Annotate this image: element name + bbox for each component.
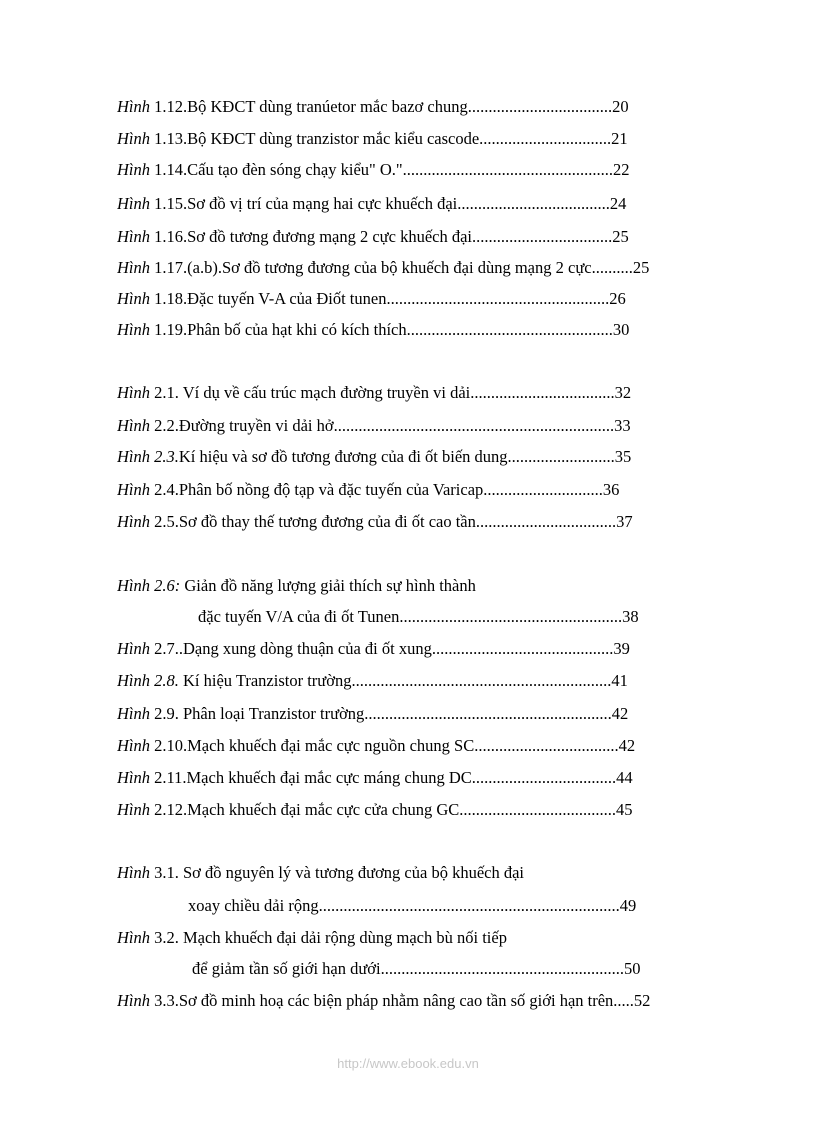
entry-text: Giản đồ năng lượng giải thích sự hình thành [180,576,476,595]
figure-label: Hình [117,258,150,277]
toc-entry [117,129,717,149]
entry-text: 1.14.Cấu tạo đèn sóng chạy kiểu" O."...................................................22 [150,160,630,179]
figure-label: Hình [117,160,150,179]
figure-label: Hình [117,512,150,531]
toc-entry [117,447,717,467]
figure-label: Hình [117,863,150,882]
toc-entry [117,768,722,788]
toc-entry [117,736,722,756]
toc-entry [117,928,717,948]
entry-text: đặc tuyến V/A của đi ốt Tunen......................................................38 [198,607,639,626]
figure-label: Hình [117,704,150,723]
entry-text: 1.19.Phân bố của hạt khi có kích thích..................................................30 [150,320,630,339]
figure-label: Hình [117,800,150,819]
entry-text: 2.5.Sơ đồ thay thế tương đương của đi ốt cao tần..................................37 [150,512,633,531]
figure-label: Hình 2.6: [117,576,181,595]
toc-entry [117,258,717,278]
toc-entry [117,639,717,659]
figure-label: Hình [117,383,150,402]
toc-entry [117,991,727,1011]
toc-entry-continuation [192,959,717,979]
figure-label: Hình [117,480,150,499]
entry-text: 1.12.Bộ KĐCT dùng tranúetor mắc bazơ chung...................................20 [150,97,629,116]
toc-entry [117,97,717,117]
toc-entry [117,863,717,883]
toc-entry [117,671,717,691]
toc-entry [117,704,717,724]
figure-label: Hình [117,768,150,787]
toc-entry [117,383,717,403]
entry-text: 1.18.Đặc tuyến V-A của Điốt tunen......................................................26 [150,289,626,308]
entry-text: để giảm tần số giới hạn dưới...........................................................50 [192,959,641,978]
entry-text: 2.2.Đường truyền vi dải hở....................................................................33 [150,416,631,435]
figure-label: Hình [117,320,150,339]
toc-entry [117,194,717,214]
entry-text: 2.10.Mạch khuếch đại mắc cực nguồn chung SC...................................42 [150,736,636,755]
toc-entry [117,512,717,532]
entry-text: 2.7..Dạng xung dòng thuận của đi ốt xung............................................39 [150,639,630,658]
entry-text: 3.1. Sơ đồ nguyên lý và tương đương của bộ khuếch đại [150,863,525,882]
entry-text: 2.12.Mạch khuếch đại mắc cực cửa chung GC......................................45 [150,800,633,819]
toc-entry [117,416,717,436]
entry-text: xoay chiều dải rộng.........................................................................49 [188,896,637,915]
entry-text: 2.11.Mạch khuếch đại mắc cực máng chung DC...................................44 [150,768,633,787]
entry-text: 1.17.(a.b).Sơ đồ tương đương của bộ khuếch đại dùng mạng 2 cực..........25 [150,258,650,277]
entry-text: 2.4.Phân bố nồng độ tạp và đặc tuyến của Varicap.............................36 [150,480,620,499]
toc-entry-continuation [198,607,717,627]
figure-label: Hình [117,289,150,308]
toc-entry [117,800,722,820]
toc-entry [117,576,717,596]
figure-label: Hình 2.3. [117,447,179,466]
entry-text: 1.13.Bộ KĐCT dùng tranzistor mắc kiểu cascode................................21 [150,129,628,148]
figure-label: Hình [117,639,150,658]
entry-text: 1.16.Sơ đồ tương đương mạng 2 cực khuếch đại..................................25 [150,227,629,246]
figure-label: Hình [117,129,150,148]
toc-entry [117,160,717,180]
entry-text: 2.9. Phân loại Tranzistor trường............................................................42 [150,704,629,723]
figure-label: Hình [117,416,150,435]
entry-text: 1.15.Sơ đồ vị trí của mạng hai cực khuếch đại.....................................24 [150,194,627,213]
entry-text: Kí hiệu Tranzistor trường...............................................................41 [178,671,628,690]
figure-label: Hình 2.8. [117,671,179,690]
entry-text: 2.1. Ví dụ về cấu trúc mạch đường truyền vi dải...................................32 [150,383,632,402]
toc-entry [117,480,717,500]
entry-text: 3.2. Mạch khuếch đại dải rộng dùng mạch bù nối tiếp [150,928,507,947]
toc-entry [117,320,717,340]
toc-entry [117,227,717,247]
figure-label: Hình [117,928,150,947]
toc-entry [117,289,717,309]
entry-text: 3.3.Sơ đồ minh hoạ các biện pháp nhằm nâng cao tần số giới hạn trên.....52 [150,991,651,1010]
figure-label: Hình [117,991,150,1010]
figure-label: Hình [117,97,150,116]
footer-url: http://www.ebook.edu.vn [337,1056,479,1071]
entry-text: Kí hiệu và sơ đồ tương đương của đi ốt biến dung..........................35 [178,447,632,466]
figure-label: Hình [117,736,150,755]
figure-label: Hình [117,227,150,246]
figure-label: Hình [117,194,150,213]
toc-entry-continuation [188,896,717,916]
